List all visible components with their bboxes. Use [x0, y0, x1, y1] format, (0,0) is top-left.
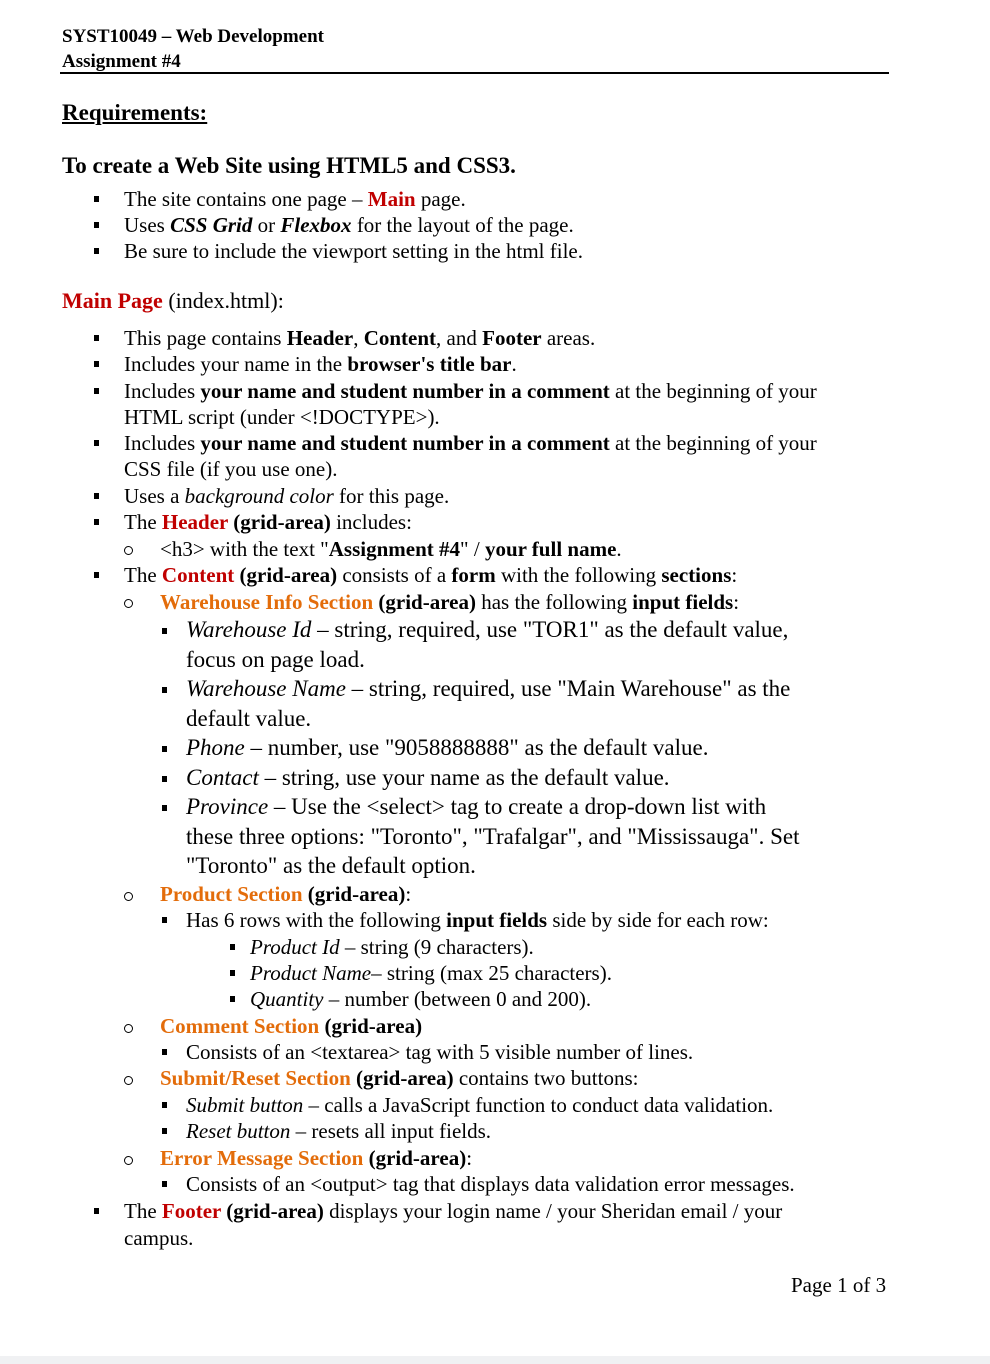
product-name-line: Product Name– string (max 25 characters).	[250, 961, 612, 985]
bullet-square	[230, 970, 235, 976]
quantity-line: Quantity – number (between 0 and 200).	[250, 987, 592, 1011]
course-title: SYST10049 – Web Development	[62, 26, 324, 47]
bullet-circle	[124, 1156, 133, 1165]
bullet-square	[94, 388, 99, 394]
warehouse-name-cont: default value.	[186, 706, 312, 731]
bullet-square	[94, 493, 99, 499]
product-rows-line: Has 6 rows with the following input fields side by side for each row:	[186, 908, 769, 932]
bullet-circle	[124, 1076, 133, 1085]
bullet-square	[94, 196, 99, 202]
main-line-2: Includes your name in the browser's title bar.	[124, 352, 517, 376]
main-page-heading: Main Page (index.html):	[62, 288, 284, 313]
bullet-square	[94, 440, 99, 446]
bullet-square	[94, 1208, 99, 1214]
bullet-square	[162, 1049, 167, 1055]
bullet-square	[162, 917, 167, 923]
bullet-square	[162, 1181, 167, 1187]
warehouse-id-cont: focus on page load.	[186, 647, 365, 672]
bullet-square	[230, 996, 235, 1002]
bullet-square	[162, 746, 167, 752]
intro-line-2: Uses CSS Grid or Flexbox for the layout of the page.	[124, 213, 574, 237]
header-rule	[60, 72, 889, 74]
product-heading: Product Section (grid-area):	[160, 882, 412, 906]
submit-heading: Submit/Reset Section (grid-area) contains two buttons:	[160, 1066, 639, 1090]
submit-button-line: Submit button – calls a JavaScript function to conduct data validation.	[186, 1093, 774, 1117]
footer-line: The Footer (grid-area) displays your login name / your Sheridan email / your	[124, 1199, 783, 1223]
bullet-square	[94, 248, 99, 254]
bullet-square	[162, 776, 167, 782]
province-cont-1: these three options: "Toronto", "Trafalgar", and "Mississauga". Set	[186, 824, 800, 849]
bullet-square	[162, 687, 167, 693]
page-number: Page 1 of 3	[791, 1273, 887, 1297]
header-h3-line: <h3> with the text "Assignment #4" / your full name.	[160, 537, 622, 561]
main-line-7: The Content (grid-area) consists of a form with the following sections:	[124, 563, 738, 587]
requirements-heading: Requirements:	[62, 100, 208, 125]
footer-line-cont: campus.	[124, 1226, 194, 1250]
main-line-1: This page contains Header, Content, and Footer areas.	[124, 326, 596, 350]
bullet-square	[230, 944, 235, 950]
bullet-square	[162, 805, 167, 811]
bullet-square	[94, 222, 99, 228]
bullet-square	[94, 519, 99, 525]
bullet-circle	[124, 546, 133, 555]
product-id-line: Product Id – string (9 characters).	[250, 935, 534, 959]
main-line-6: The Header (grid-area) includes:	[124, 510, 412, 534]
province-line: Province – Use the <select> tag to create a drop-down list with	[186, 794, 767, 819]
intro-line-1: The site contains one page – Main page.	[124, 187, 466, 211]
document-header	[62, 24, 324, 74]
bullet-circle	[124, 892, 133, 901]
comment-heading: Comment Section (grid-area)	[160, 1014, 423, 1038]
main-line-4: Includes your name and student number in a comment at the beginning of your	[124, 431, 817, 455]
bottom-strip	[0, 1356, 990, 1364]
assignment-title: Assignment #4	[62, 51, 181, 72]
intro-line-3: Be sure to include the viewport setting in the html file.	[124, 239, 583, 263]
main-line-5: Uses a background color for this page.	[124, 484, 450, 508]
reset-button-line: Reset button – resets all input fields.	[186, 1119, 492, 1143]
bullet-square	[162, 1102, 167, 1108]
contact-line: Contact – string, use your name as the default value.	[186, 765, 670, 790]
intro-title: To create a Web Site using HTML5 and CSS3.	[62, 153, 516, 178]
bullet-circle	[124, 599, 133, 608]
main-line-4-cont: CSS file (if you use one).	[124, 457, 338, 481]
phone-line: Phone – number, use "9058888888" as the default value.	[186, 735, 709, 760]
province-cont-2: "Toronto" as the default option.	[186, 853, 476, 878]
warehouse-id-line: Warehouse Id – string, required, use "TOR1" as the default value,	[186, 617, 789, 642]
error-heading: Error Message Section (grid-area):	[160, 1146, 473, 1170]
bullet-square	[94, 361, 99, 367]
error-line: Consists of an <output> tag that displays data validation error messages.	[186, 1172, 795, 1196]
bullet-square	[162, 628, 167, 634]
bullet-circle	[124, 1024, 133, 1033]
bullet-square	[162, 1128, 167, 1134]
bullet-square	[94, 572, 99, 578]
warehouse-name-line: Warehouse Name – string, required, use "Main Warehouse" as the	[186, 676, 791, 701]
warehouse-heading: Warehouse Info Section (grid-area) has the following input fields:	[160, 590, 740, 614]
main-line-3: Includes your name and student number in a comment at the beginning of your	[124, 379, 817, 403]
comment-line: Consists of an <textarea> tag with 5 visible number of lines.	[186, 1040, 694, 1064]
main-line-3-cont: HTML script (under <!DOCTYPE>).	[124, 405, 440, 429]
bullet-square	[94, 335, 99, 341]
